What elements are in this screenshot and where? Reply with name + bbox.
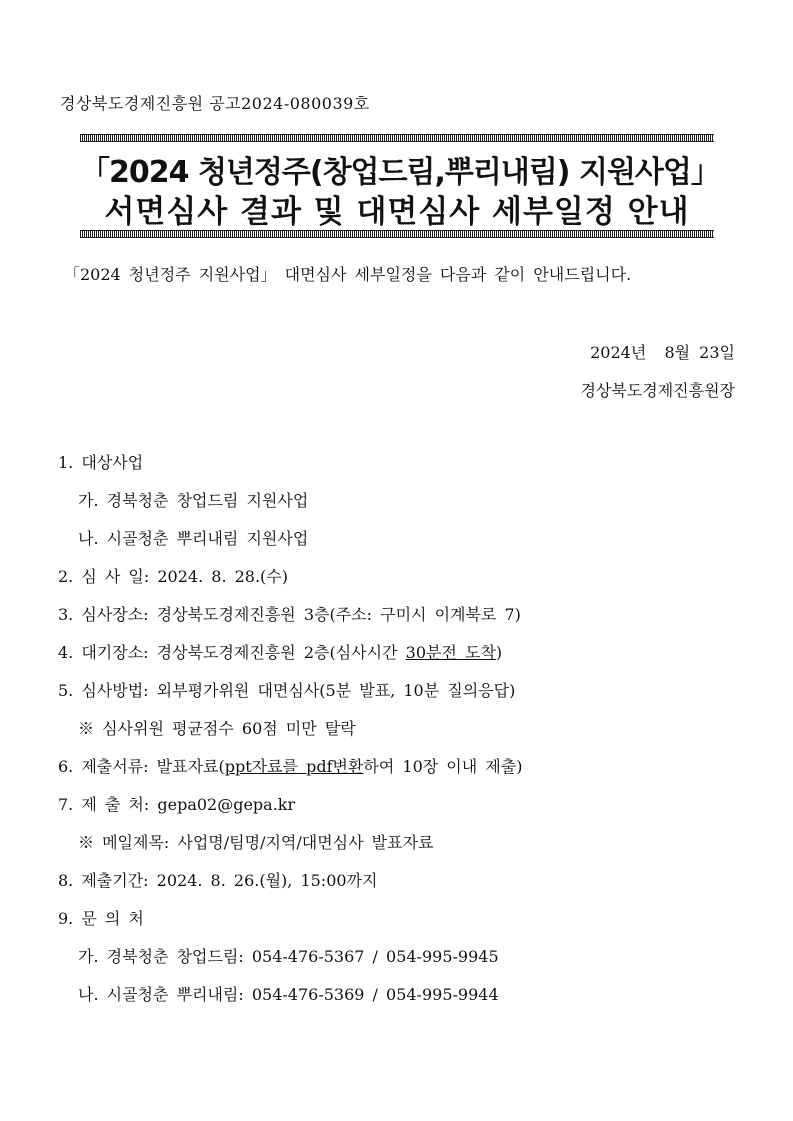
item-7-submit-to: 7. 제 출 처: gepa02@gepa.kr: [58, 795, 296, 814]
title-box: [80, 134, 720, 238]
item-9-contact: 9. 문 의 처: [58, 909, 144, 928]
title-bottom-rule: [80, 230, 714, 238]
notice-date: 2024년 8월 23일: [590, 343, 735, 362]
item-2-review-date: 2. 심 사 일: 2024. 8. 28.(수): [58, 567, 288, 586]
intro-text: 「2024 청년정주 지원사업」 대면심사 세부일정을 다음과 같이 안내드립니다.: [64, 265, 632, 284]
item-6-documents: [58, 756, 522, 794]
item-4-text: 4. 대기장소: 경상북도경제진흥원 2층(심사시간: [58, 643, 406, 662]
item-9-sub-a: 가. 경북청춘 창업드림: 054-476-5367 / 054-995-9945: [78, 947, 499, 966]
title-line-1: 「2024 청년정주(창업드림,뿌리내림) 지원사업」: [80, 155, 720, 190]
item-1-sub-b: 나. 시골청춘 뿌리내림 지원사업: [78, 529, 309, 548]
item-4-close: ): [495, 643, 503, 662]
item-1-target-program: 1. 대상사업: [58, 453, 144, 472]
item-6-text: 6. 제출서류: 발표자료(: [58, 757, 225, 776]
item-5-review-method: 5. 심사방법: 외부평가위원 대면심사(5분 발표, 10분 질의응답): [58, 681, 516, 700]
title-line-2: 서면심사 결과 및 대면심사 세부일정 안내: [104, 194, 690, 230]
issuer: 경상북도경제진흥원장: [580, 381, 735, 400]
item-3-review-place: 3. 심사장소: 경상북도경제진흥원 3층(주소: 구미시 이계북로 7): [58, 605, 521, 624]
item-list: [58, 452, 522, 1022]
item-6-tail: 하여 10장 이내 제출): [363, 757, 523, 776]
item-1-sub-a: 가. 경북청춘 창업드림 지원사업: [78, 491, 309, 510]
notice-number: 경상북도경제진흥원 공고2024-080039호: [60, 94, 370, 113]
item-4-underlined: 30분전 도착: [405, 643, 496, 662]
item-4-waiting-place: [58, 642, 522, 680]
item-7-note: ※ 메일제목: 사업명/팀명/지역/대면심사 발표자료: [78, 833, 434, 852]
item-6-underlined: ppt자료를 pdf변환: [224, 757, 364, 776]
item-5-note: ※ 심사위원 평균점수 60점 미만 탈락: [78, 719, 356, 738]
title-top-rule: [80, 134, 714, 142]
item-9-sub-b: 나. 시골청춘 뿌리내림: 054-476-5369 / 054-995-9944: [78, 985, 499, 1004]
item-8-submit-period: 8. 제출기간: 2024. 8. 26.(월), 15:00까지: [58, 871, 378, 890]
